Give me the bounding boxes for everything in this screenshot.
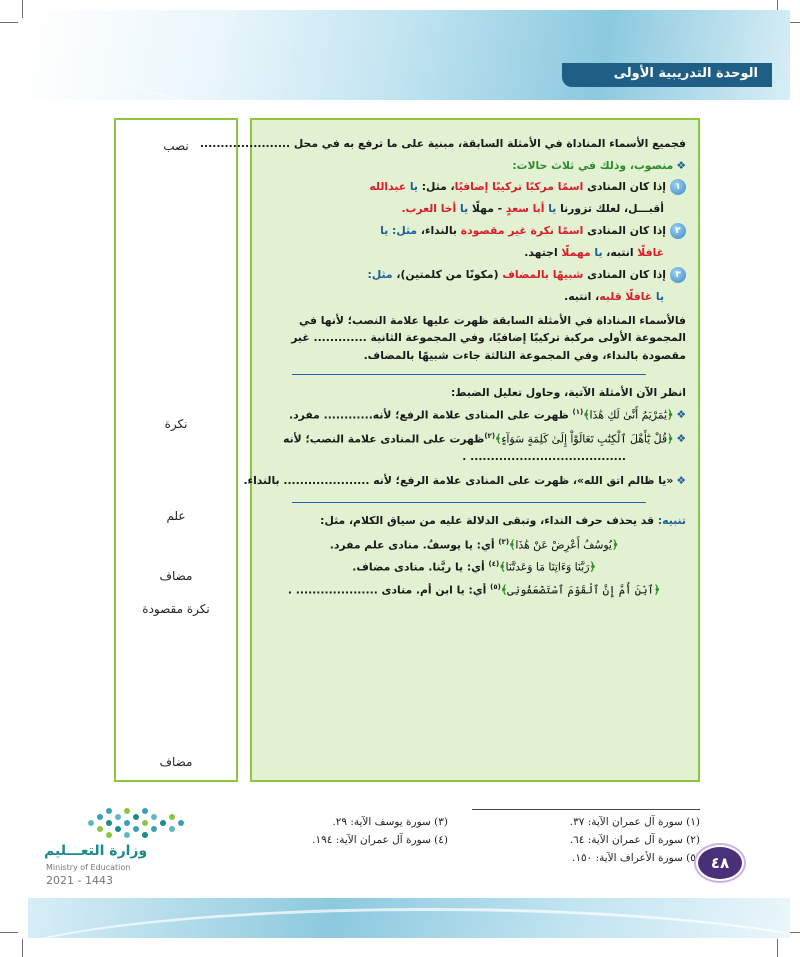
diamond-bullet-icon: ❖	[676, 158, 686, 172]
ministry-logo	[44, 808, 194, 888]
case-2: ٢إذا كان المنادى اسمًا نكرة غير مقصودة بالنداء، مثل: يا	[262, 223, 686, 239]
footnote-2: (٢) سورة آل عمران الآية: ٦٤.	[569, 834, 700, 846]
crop-mark	[0, 22, 18, 23]
number-badge-icon: ٣	[670, 267, 686, 283]
footnote-rule	[472, 809, 700, 810]
footer-wave-band	[28, 898, 790, 938]
side-label-mudaf-1: مضاف	[159, 569, 193, 583]
lesson-content-box	[199, 118, 700, 782]
mansub-heading: ❖منصوب، وذلك في ثلاث حالات:	[512, 158, 686, 172]
example-1: ❖﴿يَٰمَرْيَمُ أَنَّىٰ لَكِ هَٰذَا﴾$^{(١)}$ ظهرت على المنادى علامة الرفع؛ لأنه............ مفرد.	[289, 407, 686, 422]
ministry-name-ar: وزارة التعـــليم	[44, 843, 148, 859]
tanbih-example-3: ﴿ٱبْنَ أُمَّ إِنَّ ٱلْقَوْمَ ٱسْتَضْعَفُونِى﴾$^{(٥)}$ أي: يا ابن أم. منادى .................... .	[287, 582, 661, 597]
unit-title: الوحدة التدريبية الأولى	[562, 63, 772, 87]
intro-line: فجميع الأسماء المناداة في الأمثلة السابقة، مبنية على ما ترفع به في محل ......................	[199, 137, 686, 150]
side-label-nasb: نصب	[163, 139, 189, 153]
footnote-4: (٤) سورة آل عمران الآية: ١٩٤.	[312, 834, 448, 846]
ministry-logo-dots-icon	[88, 808, 194, 838]
diamond-bullet-icon: ❖	[676, 473, 686, 487]
tanbih-example-1: ﴿يُوسُفُ أَعْرِضْ عَنْ هَٰذَا﴾$^{(٣)}$ أي: يا يوسفُ. منادى علم مفرد.	[329, 538, 619, 552]
crop-mark	[0, 932, 18, 933]
section-divider	[292, 502, 646, 503]
tanbih-example-2: ﴿رَبَّنَا وَءَاتِنَا مَا وَعَدتَّنَا﴾$^{(٤)}$ أي: يا ربَّنا. منادى مضاف.	[352, 560, 596, 574]
crop-mark	[22, 939, 23, 957]
summary-paragraph: فالأسماء المناداة في الأمثلة السابقة ظهرت عليها علامة النصب؛ لأنها في المجموعة الأولى مركبة تركيبًا إضافيًا، وفي المجموعة الثانية ............. غير مقصودة بالنداء، وفي المجموعة الثالثة جاءت شبيهًا بالمضاف.	[291, 314, 686, 362]
number-badge-icon: ٢	[670, 223, 686, 239]
side-label-mudaf-2: مضاف	[159, 755, 193, 769]
example-2: ❖﴿قُلْ يَٰٓأَهْلَ ٱلْكِتَٰبِ تَعَالَوْاْ إِلَىٰ كَلِمَةٍ سَوَآءٍ﴾$^{(٢)}$ظهرت على المنادى علامة النصب؛ لأنه	[283, 431, 686, 446]
side-label-nakira-maqsuda: نكرة مقصودة	[142, 602, 210, 616]
crop-mark	[22, 0, 23, 18]
case-1: ١إذا كان المنادى اسمًا مركبًا تركيبًا إضافيًا، مثل: يا عبدالله	[262, 179, 686, 195]
example-2-blank: ...................................... .	[462, 450, 626, 464]
footnote-1: (١) سورة آل عمران الآية: ٣٧.	[569, 816, 700, 828]
footnote-5: ٥) سورة الأعراف الآية: ١٥٠.	[571, 852, 696, 864]
look-now-heading: انظر الآن الأمثلة الآتية، وحاول تعليل الضبط:	[450, 386, 686, 399]
footnote-3: (٣) سورة يوسف الآية: ٢٩.	[332, 816, 448, 828]
case-3: ٣إذا كان المنادى شبيهًا بالمضاف (مكونًا من كلمتين)، مثل:	[262, 267, 686, 283]
ministry-name-en: Ministry of Education	[46, 863, 131, 872]
page-number-badge: ٤٨	[696, 845, 744, 881]
case-2-examples: غافلًا انتبه، يا مهملًا اجتهد.	[524, 245, 664, 259]
case-1-examples: أقبـــل، لعلك تزورنا يا أبا سعدٍ - مهلًا يا أخا العرب.	[401, 202, 664, 216]
margin-notes-box	[114, 118, 238, 782]
case-3-examples: يا غافلًا قلبه، انتبه.	[564, 289, 664, 303]
section-divider	[292, 374, 646, 375]
diamond-bullet-icon: ❖	[676, 432, 686, 446]
side-label-alam: علم	[166, 509, 186, 523]
side-label-nakira: نكرة	[164, 417, 188, 431]
example-3: ❖«يا ظالم اتق الله»، ظهرت على المنادى علامة الرفع؛ لأنه ..................... بالنداء.	[243, 473, 686, 487]
tanbih-note: تنبيه: قد يحذف حرف النداء، وتبقى الدلالة عليه من سياق الكلام، مثل:	[320, 514, 686, 528]
diamond-bullet-icon: ❖	[676, 408, 686, 422]
number-badge-icon: ١	[670, 179, 686, 195]
crop-mark	[777, 939, 778, 957]
ministry-year: 2021 - 1443	[46, 874, 113, 887]
